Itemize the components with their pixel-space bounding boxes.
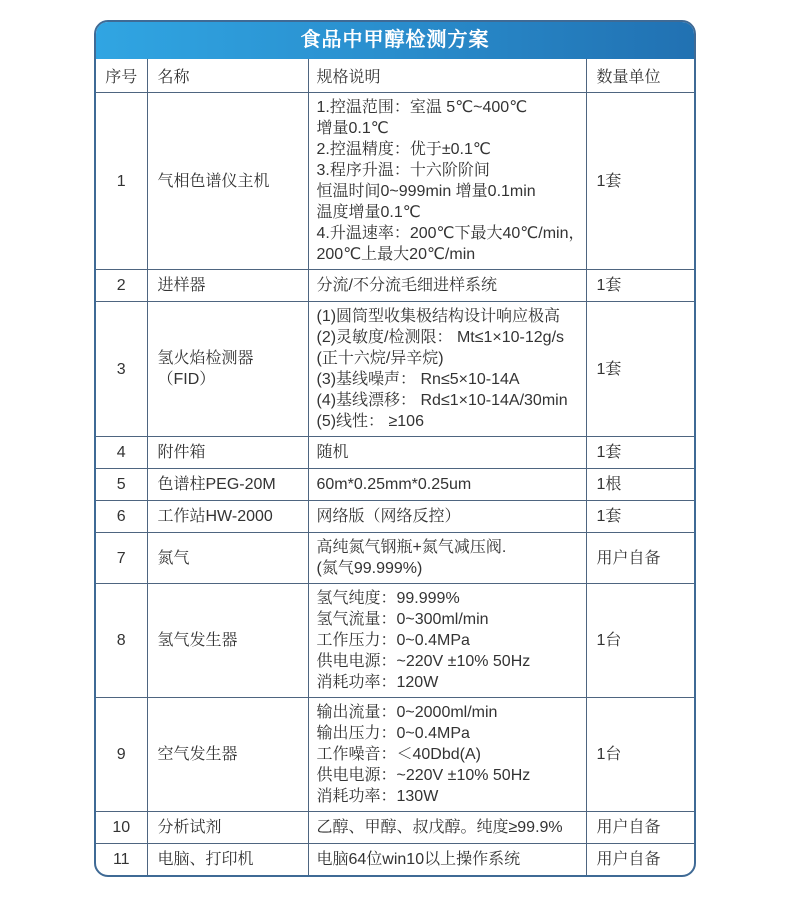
qty-cell: 1套 — [586, 501, 694, 533]
table-row — [96, 698, 694, 812]
item-name-cell: 分析试剂 — [147, 812, 308, 844]
spec-line: (2)灵敏度/检测限： Mt≤1×10-12g/s — [316, 329, 565, 346]
spec-line: 消耗功率：120W — [316, 674, 439, 691]
row-number-cell: 6 — [96, 501, 147, 533]
spec-line: 工作噪音：＜40Dbd(A) — [316, 746, 481, 763]
item-name-cell: 氮气 — [147, 533, 308, 584]
item-name-cell: 工作站HW-2000 — [147, 501, 308, 533]
table-row — [96, 584, 694, 698]
row-number-cell: 1 — [96, 93, 147, 270]
row-number-cell: 8 — [96, 584, 147, 698]
column-header-spec: 规格说明 — [308, 59, 586, 93]
spec-line: 恒温时间0~999min 增量0.1min — [316, 183, 536, 200]
table-row — [96, 302, 694, 437]
spec-cell — [308, 584, 586, 698]
spec-line: (4)基线漂移： Rd≤1×10-14A/30min — [316, 392, 568, 409]
spec-line: 3.程序升温：十六阶阶间 — [316, 162, 490, 179]
spec-line: 乙醇、甲醇、叔戊醇。纯度≥99.9% — [316, 819, 563, 836]
qty-cell: 1根 — [586, 469, 694, 501]
spec-line: (1)圆筒型收集极结构设计响应极高 — [316, 308, 561, 325]
spec-line: 氢气纯度：99.999% — [316, 590, 460, 607]
spec-line: (氮气99.999%) — [316, 560, 423, 577]
row-number-cell: 3 — [96, 302, 147, 437]
spec-line: 消耗功率：130W — [316, 788, 439, 805]
spec-cell — [308, 93, 586, 270]
page-title: 食品中甲醇检测方案 — [300, 29, 490, 51]
item-name-cell: 空气发生器 — [147, 698, 308, 812]
qty-cell: 1台 — [586, 584, 694, 698]
item-name-cell: 气相色谱仪主机 — [147, 93, 308, 270]
item-name-cell: 附件箱 — [147, 437, 308, 469]
table-body — [96, 93, 694, 876]
table-row — [96, 93, 694, 270]
spec-line: (正十六烷/异辛烷) — [316, 350, 444, 367]
spec-line: (3)基线噪声： Rn≤5×10-14A — [316, 371, 520, 388]
qty-cell: 1套 — [586, 302, 694, 437]
spec-line: 温度增量0.1℃ — [316, 204, 421, 221]
qty-cell: 1套 — [586, 270, 694, 302]
item-name-cell: 氢气发生器 — [147, 584, 308, 698]
table-row — [96, 501, 694, 533]
row-number-cell: 10 — [96, 812, 147, 844]
spec-line: 增量0.1℃ — [316, 120, 389, 137]
table-row — [96, 812, 694, 844]
spec-cell — [308, 302, 586, 437]
table-row — [96, 270, 694, 302]
column-header-no: 序号 — [96, 59, 147, 93]
row-number-cell: 11 — [96, 844, 147, 876]
spec-cell — [308, 533, 586, 584]
spec-line: 供电电源：~220V ±10% 50Hz — [316, 653, 531, 670]
spec-line: 分流/不分流毛细进样系统 — [316, 277, 497, 294]
spec-cell — [308, 437, 586, 469]
row-number-cell: 9 — [96, 698, 147, 812]
table-header-row — [96, 59, 694, 93]
table-row — [96, 469, 694, 501]
qty-cell: 用户自备 — [586, 533, 694, 584]
table-row — [96, 844, 694, 876]
spec-table — [96, 59, 694, 875]
item-name-cell: 电脑、打印机 — [147, 844, 308, 876]
spec-line: 60m*0.25mm*0.25um — [316, 476, 472, 493]
spec-line: 2.控温精度：优于±0.1℃ — [316, 141, 491, 158]
spec-cell — [308, 844, 586, 876]
spec-cell — [308, 270, 586, 302]
row-number-cell: 5 — [96, 469, 147, 501]
table-row — [96, 437, 694, 469]
spec-line: 1.控温范围：室温 5℃~400℃ — [316, 99, 528, 116]
spec-line: 电脑64位win10以上操作系统 — [316, 851, 521, 868]
spec-line: 200℃上最大20℃/min — [316, 246, 476, 263]
row-number-cell: 2 — [96, 270, 147, 302]
spec-table-panel — [94, 20, 696, 877]
qty-cell: 1套 — [586, 437, 694, 469]
qty-cell: 1套 — [586, 93, 694, 270]
spec-line: 4.升温速率：200℃下最大40℃/min， — [316, 225, 585, 242]
spec-line: 输出流量：0~2000ml/min — [316, 704, 498, 721]
column-header-qty: 数量单位 — [586, 59, 694, 93]
qty-cell: 用户自备 — [586, 812, 694, 844]
spec-line: 输出压力：0~0.4MPa — [316, 725, 470, 742]
title-band — [96, 22, 694, 59]
spec-cell — [308, 501, 586, 533]
spec-line: 高纯氮气钢瓶+氮气减压阀. — [316, 539, 507, 556]
row-number-cell: 7 — [96, 533, 147, 584]
row-number-cell: 4 — [96, 437, 147, 469]
spec-line: 随机 — [316, 444, 349, 461]
spec-line: 供电电源：~220V ±10% 50Hz — [316, 767, 531, 784]
spec-line: (5)线性： ≥106 — [316, 413, 424, 430]
qty-cell: 1台 — [586, 698, 694, 812]
table-row — [96, 533, 694, 584]
item-name-cell: 色谱柱PEG-20M — [147, 469, 308, 501]
spec-cell — [308, 469, 586, 501]
spec-line: 氢气流量：0~300ml/min — [316, 611, 489, 628]
item-name-cell: 氢火焰检测器（FID） — [147, 302, 308, 437]
item-name-cell: 进样器 — [147, 270, 308, 302]
spec-cell — [308, 812, 586, 844]
spec-line: 工作压力：0~0.4MPa — [316, 632, 470, 649]
column-header-name: 名称 — [147, 59, 308, 93]
spec-line: 网络版（网络反控） — [316, 508, 461, 525]
qty-cell: 用户自备 — [586, 844, 694, 876]
spec-cell — [308, 698, 586, 812]
page — [0, 20, 790, 877]
